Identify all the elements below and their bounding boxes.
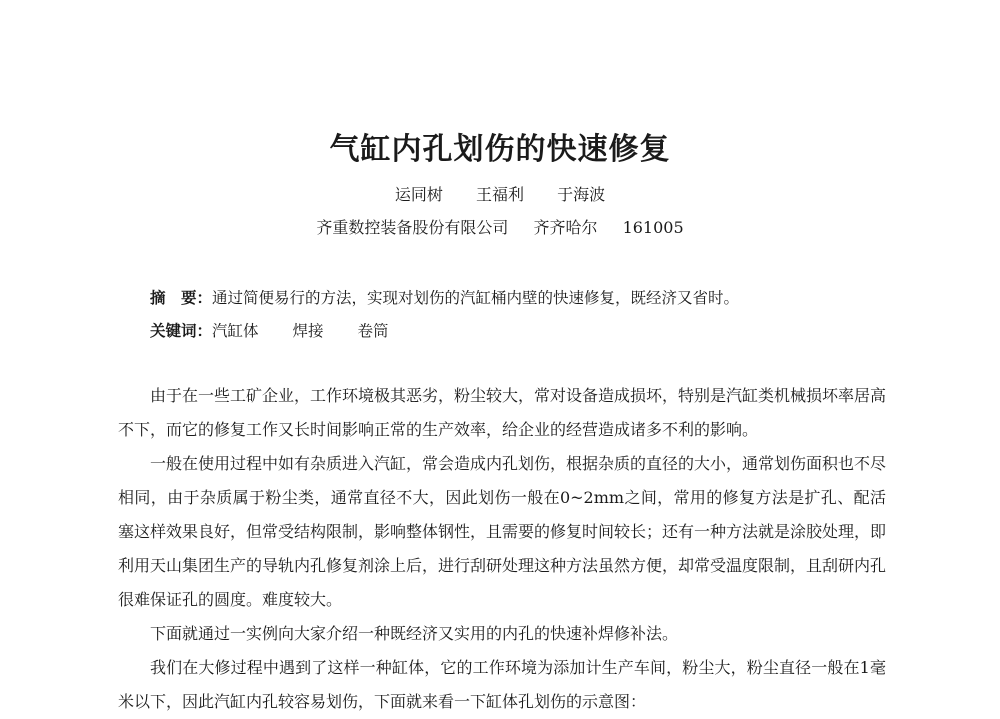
affiliation-postcode: 161005: [622, 218, 684, 237]
paper-title: 气缸内孔划伤的快速修复: [329, 132, 671, 167]
author-name: 王福利: [475, 185, 524, 204]
abstract-label: 摘 要：: [150, 289, 213, 307]
body-text: [118, 379, 886, 719]
author-list: [0, 182, 1000, 205]
author-name: 运同树: [394, 185, 443, 204]
keyword: 焊接: [292, 322, 324, 340]
keyword: 卷筒: [357, 322, 389, 340]
keywords-label: 关键词：: [150, 322, 213, 340]
affiliation-company: 齐重数控装备股份有限公司: [316, 218, 509, 237]
keyword: 汽缸体: [212, 322, 259, 340]
affiliation: [0, 215, 1000, 238]
author-name: 于海波: [557, 185, 606, 204]
paragraph: 一般在使用过程中如有杂质进入汽缸，常会造成内孔划伤，根据杂质的直径的大小，通常划伤面积也不尽相同，由于杂质属于粉尘类，通常直径不大，因此划伤一般在0~2mm之间，常用的修复方法是扩孔、配活塞这样效果良好，但常受结构限制，影响整体钢性，且需要的修复时间较长；还有一种方法就是涂胶处理，即利用天山集团生产的导轨内孔修复剂涂上后，进行刮研处理这种方法虽然方便，却常受温度限制，且刮研内孔很难保证孔的圆度。难度较大。: [118, 454, 887, 609]
affiliation-city: 齐齐哈尔: [533, 218, 598, 237]
paragraph: 由于在一些工矿企业，工作环境极其恶劣，粉尘较大，常对设备造成损坏，特别是汽缸类机械损坏率居高不下，而它的修复工作又长时间影响正常的生产效率，给企业的经营造成诸多不利的影响。: [118, 386, 887, 439]
paragraph: 我们在大修过程中遇到了这样一种缸体，它的工作环境为添加计生产车间，粉尘大，粉尘直径一般在1毫米以下，因此汽缸内孔较容易划伤，下面就来看一下缸体孔划伤的示意图：: [118, 658, 886, 711]
abstract-text: 通过简便易行的方法，实现对划伤的汽缸桶内壁的快速修复，既经济又省时。: [212, 289, 740, 307]
paragraph: 下面就通过一实例向大家介绍一种既经济又实用的内孔的快速补焊修补法。: [150, 624, 679, 643]
keywords: [150, 319, 423, 341]
abstract: [150, 286, 739, 308]
